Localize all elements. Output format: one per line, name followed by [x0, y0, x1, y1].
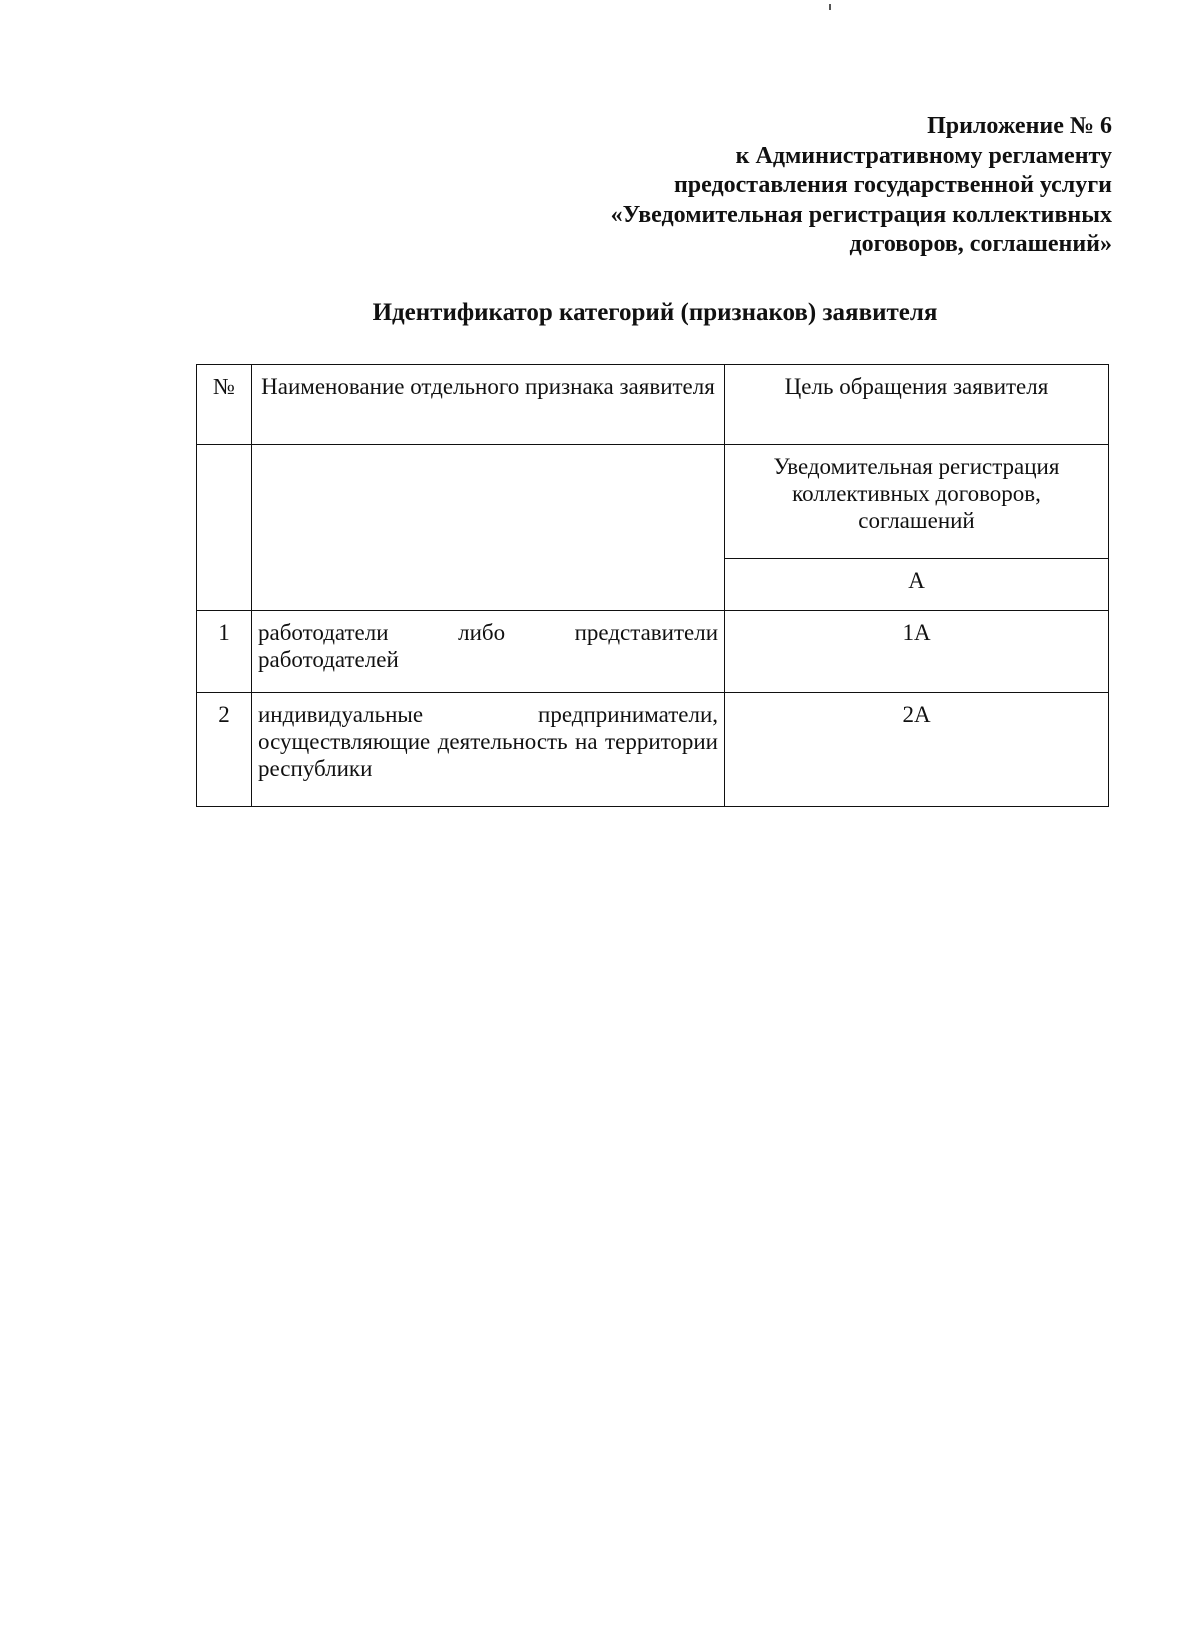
row-code: 2А [725, 693, 1109, 807]
header-goal: Цель обращения заявителя [725, 365, 1109, 445]
empty-cell [252, 445, 725, 611]
appendix-header [492, 112, 1112, 260]
table-row [197, 611, 1109, 693]
table-subheader-row [197, 445, 1109, 559]
table-header-row [197, 365, 1109, 445]
appendix-line: к Административному регламенту [735, 142, 1112, 169]
appendix-line: «Уведомительная регистрация коллективных [610, 201, 1112, 228]
row-code: 1А [725, 611, 1109, 693]
appendix-line: Приложение № 6 [927, 113, 1112, 139]
empty-cell [197, 445, 252, 611]
row-name: работодатели либо представители работодателей [252, 611, 725, 693]
goal-code-cell: А [725, 559, 1109, 611]
row-name: индивидуальные предприниматели, осуществляющие деятельность на территории республики [252, 693, 725, 807]
appendix-line: предоставления государственной услуги [673, 172, 1112, 198]
goal-service-cell: Уведомительная регистрация коллективных договоров, соглашений [725, 445, 1109, 559]
header-number: № [197, 365, 252, 445]
appendix-line: договоров, соглашений» [849, 231, 1112, 257]
document-title: Идентификатор категорий (признаков) заявителя [372, 299, 938, 326]
row-number: 1 [197, 611, 252, 693]
row-number: 2 [197, 693, 252, 807]
table-row [197, 693, 1109, 807]
scan-mark [829, 4, 831, 10]
header-name: Наименование отдельного признака заявителя [252, 365, 725, 445]
applicant-category-table [196, 364, 1109, 807]
